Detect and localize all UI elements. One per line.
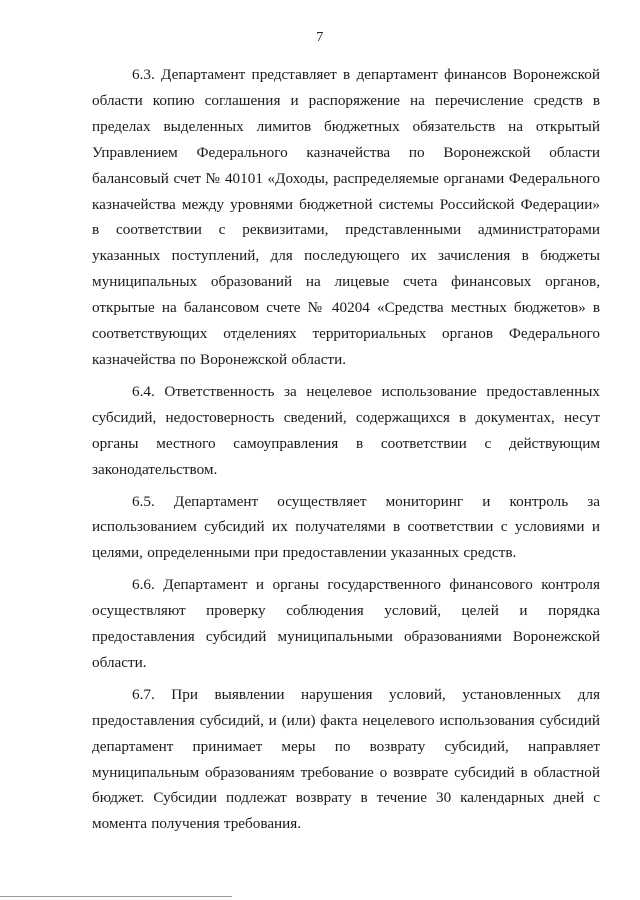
paragraph-6-5: 6.5. Департамент осуществляет мониторинг и контроль за использованием субсидий их получателями в соответствии с условиями и целями, определенными при предоставлении указанных средств. bbox=[92, 492, 600, 562]
paragraph-6-6: 6.6. Департамент и органы государственного финансового контроля осуществляют проверку соблюдения условий, целей и порядка предоставления субсидий муниципальными образованиями Воронежской области. bbox=[92, 576, 600, 671]
paragraph-6-3: 6.3. Департамент представляет в департамент финансов Воронежской области копию соглашения и распоряжение на перечисление средств в пределах выделенных лимитов бюджетных обязательств на открытый Управлением Федерального казначейства по Воронежской области балансовый счет № 40101 «Доходы, распределяемые органами Федерального казначейства между уровнями бюджетной системы Российской Федерации» в соответствии с реквизитами, представленными администраторами указанных поступлений, для последующего их зачисления в бюджеты муниципальных образований на лицевые счета финансовых органов, открытые на балансовом счете № 40204 «Средства местных бюджетов» в соответствующих отделениях территориальных органов Федерального казначейства по Воронежской области. bbox=[92, 66, 600, 368]
page-number: 7 bbox=[316, 30, 324, 45]
paragraph-6-4: 6.4. Ответственность за нецелевое использование предоставленных субсидий, недостоверность сведений, содержащихся в документах, несут органы местного самоуправления в соответствии с действующим законодательством. bbox=[92, 382, 600, 478]
footer-rule bbox=[0, 896, 232, 897]
document-body bbox=[92, 62, 600, 843]
paragraph-6-7: 6.7. При выявлении нарушения условий, установленных для предоставления субсидий, и (или) факта нецелевого использования субсидий департамент принимает меры по возврату субсидий, направляет муниципальным образованиям требование о возврате субсидий в областной бюджет. Субсидии подлежат возврату в течение 30 календарных дней с момента получения требования. bbox=[92, 685, 600, 833]
